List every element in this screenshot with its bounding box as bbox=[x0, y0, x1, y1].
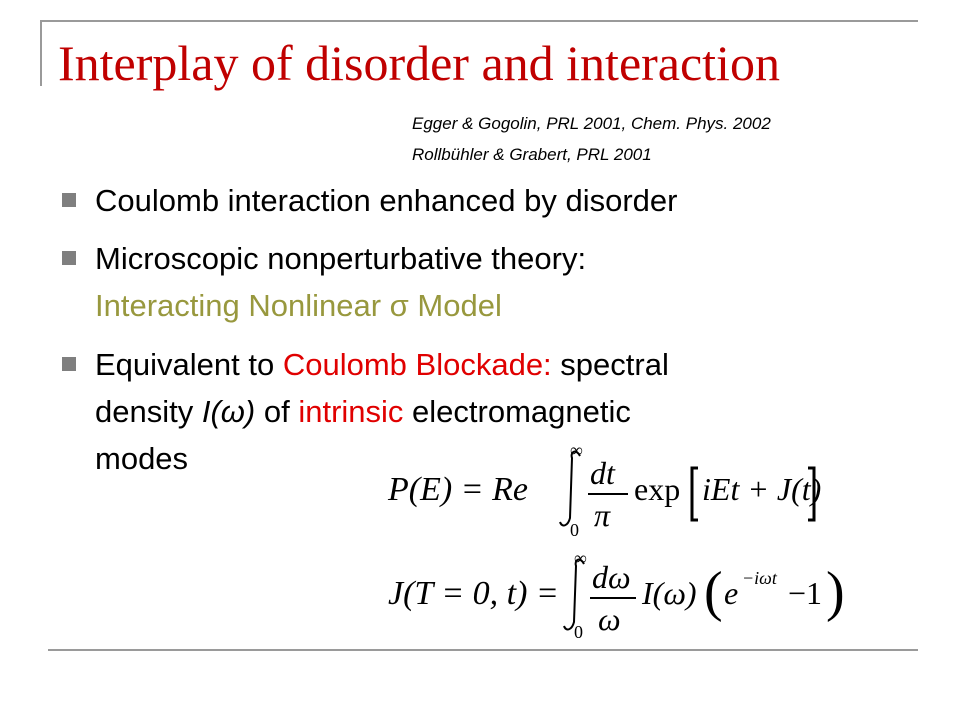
formula-minus-one: −1 bbox=[788, 575, 823, 611]
text-highlight-red: intrinsic bbox=[298, 394, 404, 429]
integral-sign bbox=[564, 560, 584, 630]
integral-lower-limit: 0 bbox=[574, 622, 583, 640]
text-fragment: spectral bbox=[551, 347, 669, 382]
text-highlight-red: Coulomb Blockade: bbox=[282, 347, 552, 382]
bullet-marker bbox=[62, 357, 76, 371]
text-fragment: density bbox=[95, 394, 202, 429]
frame-top-rule bbox=[40, 20, 918, 22]
fraction-numerator: dω bbox=[592, 559, 631, 595]
text-fragment: Equivalent to bbox=[95, 347, 283, 382]
slide-title: Interplay of disorder and interaction bbox=[58, 35, 780, 91]
paren-left: ( bbox=[704, 561, 723, 623]
bullet-text bbox=[95, 396, 631, 427]
integral-sign bbox=[560, 452, 580, 526]
text-italic: I(ω) bbox=[201, 394, 256, 429]
formula-body: I(ω) bbox=[642, 575, 697, 611]
bracket-left bbox=[692, 468, 698, 520]
frame-left-rule bbox=[40, 20, 42, 86]
fraction-denominator: ω bbox=[598, 601, 621, 637]
text-fragment: electromagnetic bbox=[403, 394, 631, 429]
formula-pe bbox=[380, 438, 830, 540]
formula-body: exp bbox=[634, 471, 681, 507]
bracket-content: iEt + J(t) bbox=[702, 471, 822, 507]
formula-exponent: −iωt bbox=[742, 568, 777, 588]
paren-content: e bbox=[724, 575, 739, 611]
bullet-text: Microscopic nonperturbative theory: bbox=[95, 241, 587, 276]
fraction-numerator: dt bbox=[590, 455, 615, 491]
bullet-text-highlight: Interacting Nonlinear σ Model bbox=[95, 288, 502, 323]
frame-bottom-rule bbox=[48, 649, 918, 651]
reference-line: Rollbühler & Grabert, PRL 2001 bbox=[412, 145, 652, 164]
bullet-text bbox=[95, 349, 669, 380]
bullet-text: modes bbox=[95, 441, 189, 476]
paren-right: ) bbox=[826, 561, 845, 623]
reference-line: Egger & Gogolin, PRL 2001, Chem. Phys. 2002 bbox=[412, 114, 771, 133]
text-fragment: of bbox=[255, 394, 299, 429]
integral-lower-limit: 0 bbox=[570, 520, 579, 540]
bullet-marker bbox=[62, 193, 76, 207]
formula-lhs: P(E) = Re bbox=[388, 471, 528, 508]
formula-lhs: J(T = 0, t) = bbox=[388, 575, 559, 612]
bullet-marker bbox=[62, 251, 76, 265]
fraction-denominator: π bbox=[594, 497, 611, 533]
integral-upper-limit: ∞ bbox=[574, 550, 587, 568]
integral-upper-limit: ∞ bbox=[570, 440, 583, 460]
formula-jt bbox=[380, 550, 850, 640]
bullet-text: Coulomb interaction enhanced by disorder bbox=[95, 183, 678, 218]
